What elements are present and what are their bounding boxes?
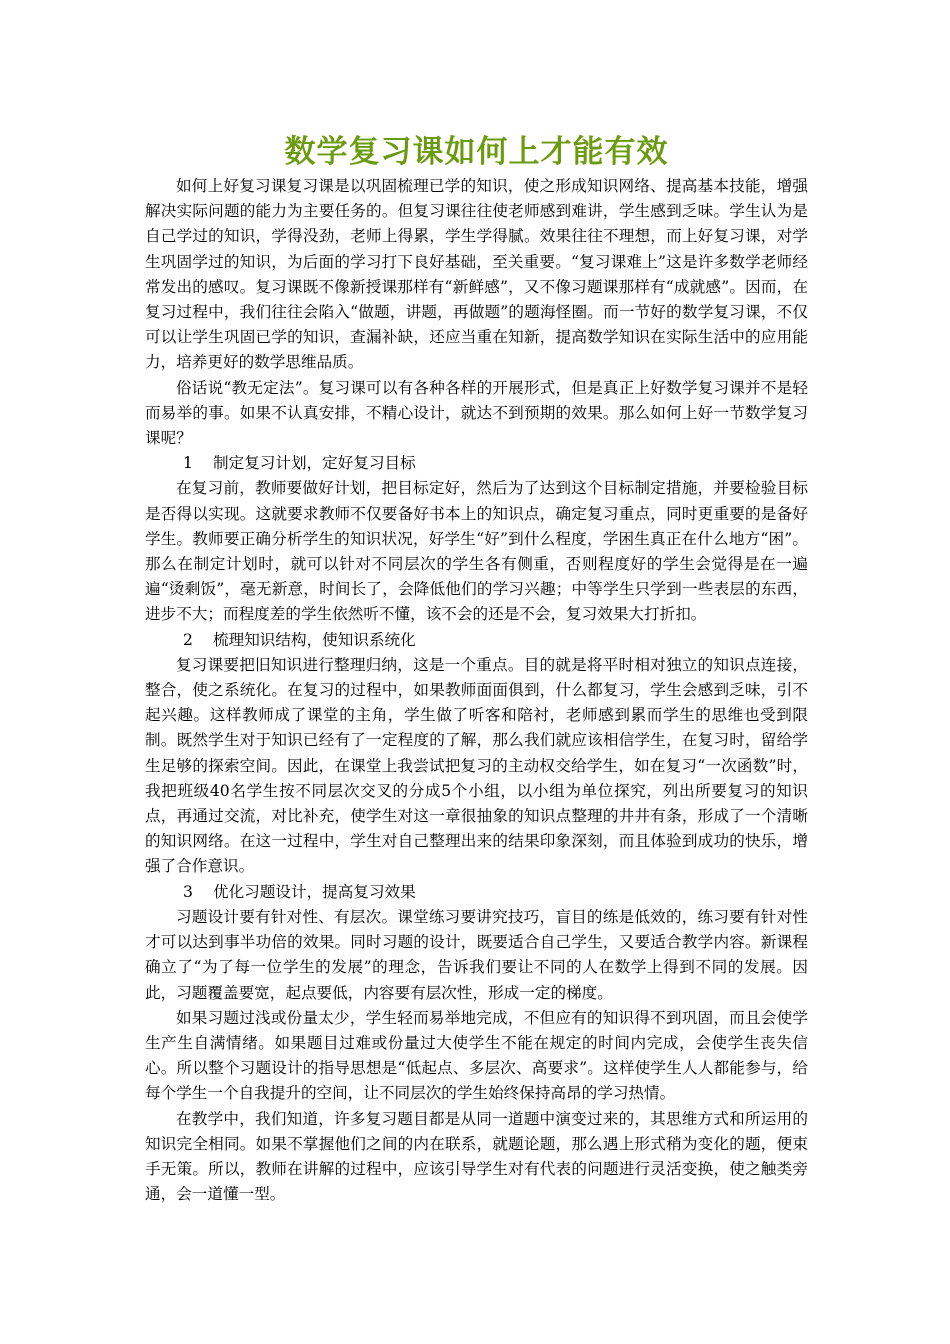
section-1-heading (145, 451, 808, 476)
section-1-paragraph-1: 在复习前，教师要做好计划，把目标定好，然后为了达到这个目标制定措施，并要检验目标是否得以实现。这就要求教师不仅要备好书本上的知识点，确定复习重点，同时更重要的是备好学生。教师要正确分析学生的知识状况，好学生“好”到什么程度，学困生真正在什么地方“困”。那么在制定计划时，就可以针对不同层次的学生各有侧重，否则程度好的学生会觉得是在一遍遍“烫剩饭”，毫无新意，时间长了，会降低他们的学习兴趣；中等学生只学到一些表层的东西，进步不大；而程度差的学生依然听不懂，该不会的还是不会，复习效果大打折扣。 (145, 479, 808, 624)
intro-paragraph-1: 如何上好复习课复习课是以巩固梳理已学的知识，使之形成知识网络、提高基本技能，增强解决实际问题的能力为主要任务的。但复习课往往使老师感到难讲，学生感到乏味。学生认为是自己学过的知识，学得没劲，老师上得累，学生学得腻。效果往往不理想，而上好复习课，对学生巩固学过的知识，为后面的学习打下良好基础，至关重要。“复习课难上”这是许多数学老师经常发出的感叹。复习课既不像新授课那样有“新鲜感”，又不像习题课那样有“成就感”。因而，在复习过程中，我们往往会陷入“做题，讲题，再做题”的题海怪圈。而一节好的数学复习课，不仅可以让学生巩固已学的知识，查漏补缺，还应当重在知新，提高数学知识在实际生活中的应用能力，培养更好的数学思维品质。 (145, 177, 808, 372)
section-3-heading (145, 880, 808, 905)
section-1-number: 1 (183, 454, 193, 473)
section-2-heading (145, 628, 808, 653)
section-3-number: 3 (183, 882, 193, 901)
document-page (145, 130, 808, 1207)
section-2-title: 梳理知识结构，使知识系统化 (213, 630, 416, 649)
intro-paragraph-2: 俗话说“教无定法”。复习课可以有各种各样的开展形式，但是真正上好数学复习课并不是轻而易举的事。如果不认真安排，不精心设计，就达不到预期的效果。那么如何上好一节数学复习课呢？ (145, 378, 808, 448)
section-3-paragraph-2: 如果习题过浅或份量太少，学生轻而易举地完成，不但应有的知识得不到巩固，而且会使学生产生自满情绪。如果题目过难或份量过大使学生不能在规定的时间内完成，会使学生丧失信心。所以整个习题设计的指导思想是“低起点、多层次、高要求”。这样使学生人人都能参与，给每个学生一个自我提升的空间，让不同层次的学生始终保持高昂的学习热情。 (145, 1008, 808, 1103)
section-2-paragraph-1: 复习课要把旧知识进行整理归纳，这是一个重点。目的就是将平时相对独立的知识点连接，整合，使之系统化。在复习的过程中，如果教师面面俱到，什么都复习，学生会感到乏味，引不起兴趣。这样教师成了课堂的主角，学生做了听客和陪衬，老师感到累而学生的思维也受到限制。既然学生对于知识已经有了一定程度的了解，那么我们就应该相信学生，在复习时，留给学生足够的探索空间。因此，在课堂上我尝试把复习的主动权交给学生，如在复习“一次函数”时，我把班级40名学生按不同层次交叉的分成5个小组，以小组为单位探究，列出所要复习的知识点，再通过交流，对比补充，使学生对这一章很抽象的知识点整理的井井有条，形成了一个清晰的知识网络。在这一过程中，学生对自己整理出来的结果印象深刻，而且体验到成功的快乐，增强了合作意识。 (145, 655, 808, 876)
document-title: 数学复习课如何上才能有效 (284, 134, 669, 170)
section-3-title: 优化习题设计，提高复习效果 (213, 882, 416, 901)
section-3-paragraph-3: 在教学中，我们知道，许多复习题目都是从同一道题中演变过来的，其思维方式和所运用的知识完全相同。如果不掌握他们之间的内在联系，就题论题，那么遇上形式稍为变化的题，便束手无策。所以，教师在讲解的过程中，应该引导学生对有代表的问题进行灵活变换，使之触类旁通，会一道懂一型。 (145, 1109, 808, 1204)
section-1-title: 制定复习计划，定好复习目标 (213, 454, 416, 473)
section-3-paragraph-1: 习题设计要有针对性、有层次。课堂练习要讲究技巧，盲目的练是低效的，练习要有针对性才可以达到事半功倍的效果。同时习题的设计，既要适合自己学生，又要适合教学内容。新课程确立了“为了每一位学生的发展”的理念，告诉我们要让不同的人在数学上得到不同的发展。因此，习题覆盖要宽，起点要低，内容要有层次性，形成一定的梯度。 (145, 907, 808, 1002)
section-2-number: 2 (183, 630, 193, 649)
